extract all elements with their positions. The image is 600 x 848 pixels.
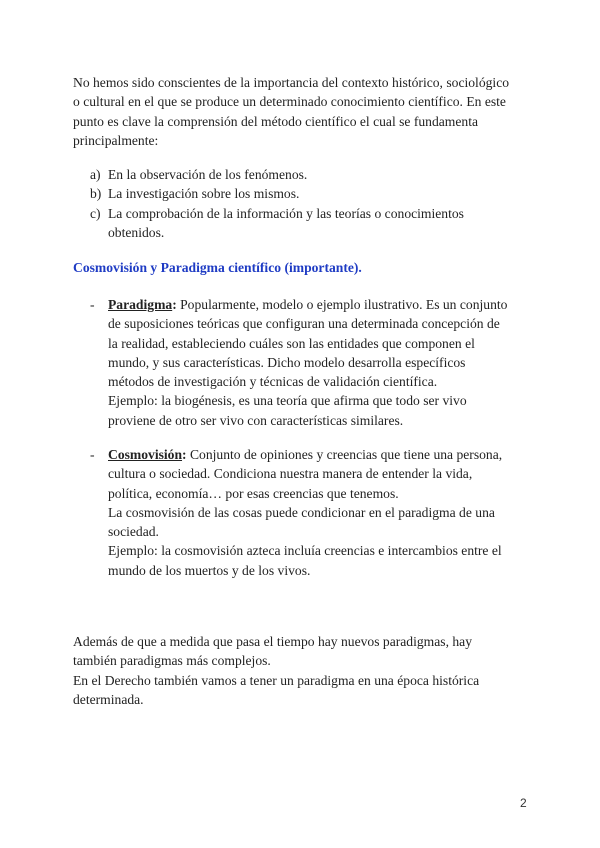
definition-line: la realidad, estableciendo cuáles son las entidades que componen el <box>108 335 475 351</box>
list-item-text: La comprobación de la información y las teorías o conocimientos <box>108 205 464 221</box>
list-marker: a) <box>90 167 101 182</box>
definition-line: Ejemplo: la biogénesis, es una teoría que afirma que todo ser vivo <box>108 393 467 409</box>
intro-line: No hemos sido conscientes de la importancia del contexto histórico, sociológico <box>73 75 510 90</box>
definition-line: Ejemplo: la cosmovisión azteca incluía creencias e intercambios entre el <box>108 543 502 559</box>
definition-line: de suposiciones teóricas que configuran una determinada concepción de <box>108 316 500 332</box>
dash-marker: - <box>90 297 95 312</box>
intro-line: o cultural en el que se produce un determinado conocimiento científico. En este <box>73 94 506 110</box>
list-item <box>73 204 513 243</box>
term-colon: : <box>172 297 177 312</box>
intro-line: principalmente: <box>73 132 159 148</box>
closing-line: determinada. <box>73 691 144 707</box>
list-item-text: En la observación de los fenómenos. <box>108 167 308 182</box>
term-label: Paradigma <box>108 297 173 312</box>
section-heading: Cosmovisión y Paradigma científico (importante). <box>73 260 362 275</box>
term-colon: : <box>182 447 187 462</box>
list-item-text: La investigación sobre los mismos. <box>108 186 300 202</box>
closing-paragraph <box>73 632 543 709</box>
definition-line: sociedad. <box>108 524 159 540</box>
definition-paradigma <box>73 295 533 430</box>
definition-line: mundo, y sus características. Dicho modelo desarrolla específicos <box>108 354 466 370</box>
closing-line: En el Derecho también vamos a tener un paradigma en una época histórica <box>73 672 480 688</box>
list-item-text: obtenidos. <box>108 224 165 240</box>
definition-line: cultura o sociedad. Condiciona nuestra manera de entender la vida, <box>108 466 473 482</box>
definition-line: mundo de los muertos y de los vivos. <box>108 562 311 578</box>
intro-paragraph <box>73 73 543 150</box>
closing-line: Además de que a medida que pasa el tiempo hay nuevos paradigmas, hay <box>73 634 472 649</box>
definition-line: métodos de investigación y técnicas de validación científica. <box>108 374 438 390</box>
page-number: 2 <box>520 796 527 810</box>
intro-line: punto es clave la comprensión del método científico el cual se fundamenta <box>73 113 479 129</box>
dash-marker: - <box>90 447 95 462</box>
definition-line: política, economía… por esas creencias que tenemos. <box>108 485 399 501</box>
list-marker: c) <box>90 205 101 221</box>
list-item <box>73 165 513 184</box>
definition-cosmovision <box>73 445 533 580</box>
term-label: Cosmovisión <box>108 447 183 462</box>
closing-line: también paradigmas más complejos. <box>73 653 271 669</box>
method-list <box>73 165 513 242</box>
definition-line: La cosmovisión de las cosas puede condicionar en el paradigma de una <box>108 504 495 520</box>
list-item <box>73 184 513 203</box>
definition-text: Conjunto de opiniones y creencias que tiene una persona, <box>186 447 503 462</box>
list-marker: b) <box>90 186 102 202</box>
definition-text: Popularmente, modelo o ejemplo ilustrativo. Es un conjunto <box>176 297 508 312</box>
definition-line: proviene de otro ser vivo con características similares. <box>108 412 404 428</box>
